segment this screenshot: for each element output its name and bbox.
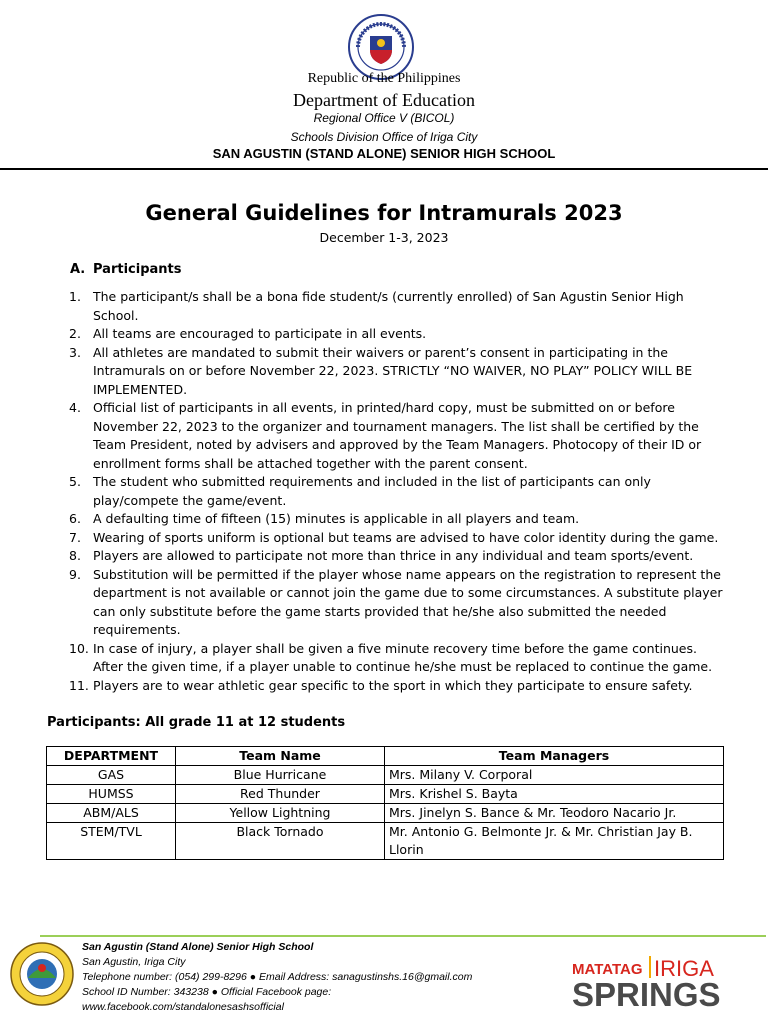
list-text: Substitution will be permitted if the player whose name appears on the registration to represent the department is not available or cannot join the game due to some circumstances. A substitute player can only substitute before the game starts provided that he/she also submitted the needed requirements. [93, 566, 723, 637]
brand-top-right: IRIGA [654, 956, 714, 981]
list-item [69, 529, 723, 548]
brand-separator [649, 956, 651, 978]
table-row [47, 766, 724, 785]
table-cell: Blue Hurricane [176, 766, 385, 785]
list-number: 5. [69, 474, 81, 489]
header-country: Republic of the Philippines [307, 71, 461, 86]
table-cell: Red Thunder [176, 785, 385, 804]
footer-contact: Telephone number: (054) 299-8296 ● Email Address: sanagustinshs.16@gmail.com [82, 971, 473, 983]
list-item [69, 473, 723, 510]
list-item [69, 566, 723, 640]
table-cell: ABM/ALS [47, 804, 176, 823]
list-item [69, 677, 723, 696]
header-school: SAN AGUSTIN (STAND ALONE) SENIOR HIGH SCHOOL [212, 146, 556, 161]
list-item [69, 399, 723, 473]
brand-bottom: SPRINGS [572, 976, 721, 1010]
list-number: 4. [69, 400, 81, 415]
table-cell: Mr. Antonio G. Belmonte Jr. & Mr. Christian Jay B. Llorin [385, 823, 724, 860]
list-text: A defaulting time of fifteen (15) minutes is applicable in all players and team. [93, 511, 580, 526]
list-number: 7. [69, 529, 81, 545]
footer-facebook-link[interactable]: www.facebook.com/standalonesashsofficial [82, 1001, 284, 1013]
table-row [47, 823, 724, 860]
table-cell: GAS [47, 766, 176, 785]
table-row [47, 804, 724, 823]
list-item [69, 325, 723, 344]
list-number: 9. [69, 566, 81, 582]
footer-address: San Agustin, Iriga City [82, 956, 186, 968]
list-number: 8. [69, 548, 81, 563]
section-title: Participants [93, 262, 182, 277]
column-header: Team Managers [385, 747, 724, 766]
table-cell: Mrs. Krishel S. Bayta [385, 785, 724, 804]
section-letter: A. [70, 262, 86, 277]
list-number: 3. [69, 344, 81, 360]
table-cell: Mrs. Milany V. Corporal [385, 766, 724, 785]
table-cell: Yellow Lightning [176, 804, 385, 823]
header-department: Department of Education [293, 90, 475, 110]
footer-divider [40, 935, 766, 937]
teams-table [46, 746, 724, 860]
list-text: Players are to wear athletic gear specific to the sport in which they participate to ensure safety. [93, 677, 693, 693]
section-heading [70, 262, 181, 277]
list-number: 2. [69, 326, 81, 341]
header-region: Regional Office V (BICOL) [313, 111, 455, 125]
list-item [69, 510, 723, 529]
table-header-row [47, 747, 724, 766]
table-cell: STEM/TVL [47, 823, 176, 860]
table-row [47, 785, 724, 804]
list-item [69, 547, 723, 566]
list-text: Wearing of sports uniform is optional but teams are advised to have color identity during the game. [93, 529, 719, 545]
brand-top-left: MATATAG [572, 961, 643, 978]
list-text: In case of injury, a player shall be given a five minute recovery time before the game continues. After the given time, if a player unable to continue he/she must be replaced to continue the game. [93, 640, 713, 674]
participants-note: Participants: All grade 11 at 12 students [47, 715, 346, 730]
list-item [69, 640, 723, 677]
document-title: General Guidelines for Intramurals 2023 [145, 201, 623, 225]
list-number: 6. [69, 511, 81, 526]
column-header: Team Name [176, 747, 385, 766]
list-text: The participant/s shall be a bona fide student/s (currently enrolled) of San Agustin Senior High School. [93, 289, 684, 323]
rules-list [69, 288, 723, 695]
list-text: All teams are encouraged to participate in all events. [93, 326, 427, 341]
matatag-iriga-springs-logo [570, 952, 750, 1010]
header-division: Schools Division Office of Iriga City [290, 130, 478, 144]
header-divider [0, 168, 768, 170]
list-text: Players are allowed to participate not more than thrice in any individual and team sports/event. [93, 548, 694, 563]
table-cell: Mrs. Jinelyn S. Bance & Mr. Teodoro Nacario Jr. [385, 804, 724, 823]
footer-id-line: School ID Number: 343238 ● Official Facebook page: [82, 986, 332, 998]
document-date: December 1-3, 2023 [319, 230, 449, 245]
column-header: DEPARTMENT [47, 747, 176, 766]
list-text: All athletes are mandated to submit their waivers or parent’s consent in participating in the Intramurals on or before November 22, 2023. STRICTLY “NO WAIVER, NO PLAY” POLICY WILL BE IMPLEMENTED. [93, 344, 693, 397]
list-text: The student who submitted requirements and included in the list of participants can only play/compete the game/event. [93, 474, 651, 508]
list-item [69, 288, 723, 325]
list-item [69, 344, 723, 400]
list-number: 10. [69, 640, 89, 656]
table-cell: Black Tornado [176, 823, 385, 860]
list-number: 11. [69, 677, 89, 693]
list-number: 1. [69, 289, 81, 304]
footer-school-name: San Agustin (Stand Alone) Senior High School [82, 941, 314, 953]
school-logo-icon [10, 942, 74, 1006]
table-cell: HUMSS [47, 785, 176, 804]
list-text: Official list of participants in all events, in printed/hard copy, must be submitted on or before November 22, 2023 to the organizer and tournament managers. The list shall be certified by the Team President, noted by advisers and approved by the Team Managers. Photocopy of their ID or enrollment forms shall be attached together with the parent consent. [93, 400, 702, 471]
